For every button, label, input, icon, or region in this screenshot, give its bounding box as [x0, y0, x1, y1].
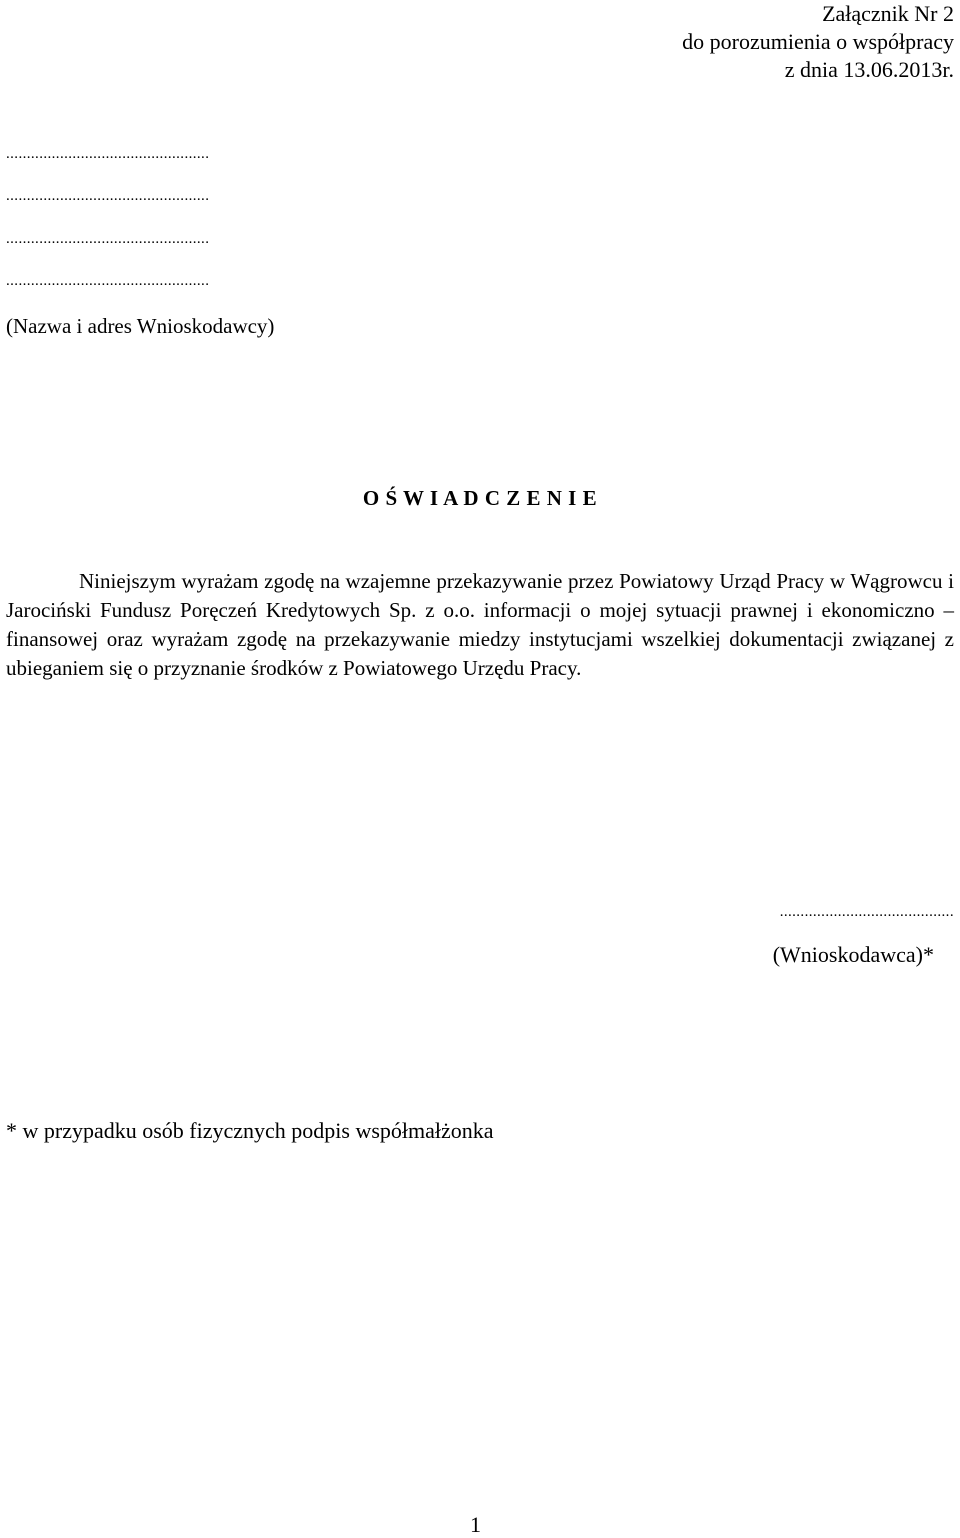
declaration-body: Niniejszym wyrażam zgodę na wzajemne przekazywanie przez Powiatowy Urząd Pracy w Wągrowcu i Jarociński Fundusz Poręczeń Kredytowych Sp. z o.o. informacji o mojej sytuacji prawnej i ekonomiczno – finansowej oraz wyrażam zgodę na przekazywanie miedzy instytucjami wszelkiej dokumentacji związanej z ubieganiem się o przyznanie środków z Powiatowego Urzędu Pracy. — [6, 569, 954, 680]
applicant-dots-line-4: ................................................. — [6, 273, 210, 289]
agreement-date: z dnia 13.06.2013r. — [784, 57, 954, 82]
attachment-number: Załącznik Nr 2 — [822, 1, 954, 26]
applicant-dots-line-1: ................................................. — [6, 146, 210, 162]
signature-label: (Wnioskodawca)* — [772, 942, 934, 967]
applicant-label: (Nazwa i adres Wnioskodawcy) — [6, 314, 275, 338]
applicant-dots-line-3: ................................................. — [6, 231, 210, 247]
applicant-dots-line-2: ................................................. — [6, 188, 210, 204]
document-header — [354, 0, 954, 84]
agreement-reference: do porozumienia o współpracy — [682, 29, 954, 54]
footnote: * w przypadku osób fizycznych podpis współmałżonka — [6, 1118, 494, 1143]
signature-dots: .......................................... — [779, 904, 954, 920]
page-number: 1 — [470, 1512, 481, 1537]
document-title: O Ś W I A D C Z E N I E — [362, 486, 598, 510]
